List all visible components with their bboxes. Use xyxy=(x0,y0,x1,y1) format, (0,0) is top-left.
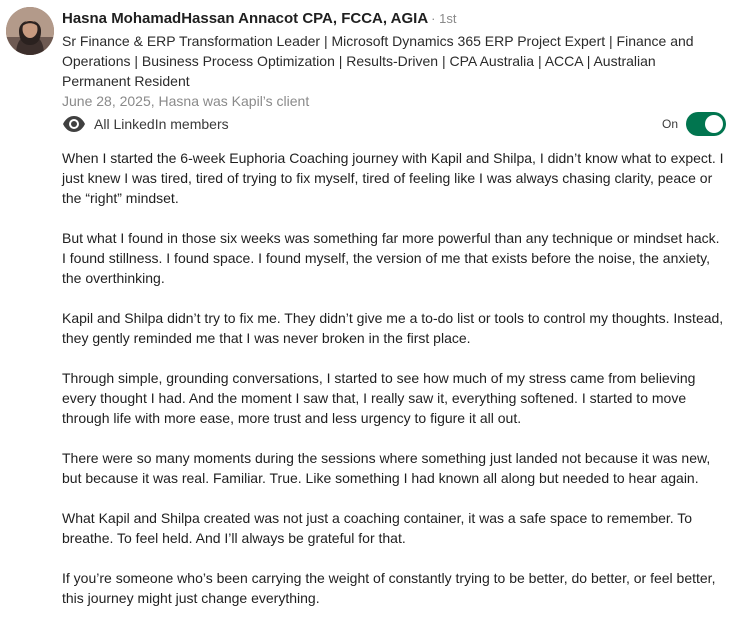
connection-degree: · 1st xyxy=(431,11,457,26)
avatar-image xyxy=(6,7,54,55)
author-name[interactable]: Hasna MohamadHassan Annacot CPA, FCCA, AGIA xyxy=(62,10,429,27)
visibility-row xyxy=(62,112,726,136)
recommendation-paragraph: What Kapil and Shilpa created was not just a coaching container, it was a safe space to remember. To breathe. To feel held. And I’ll always be grateful for that. xyxy=(62,510,693,546)
recommendation-paragraph: But what I found in those six weeks was something far more powerful than any technique or mindset hack. I found stillness. I found space. I found myself, the version of me that exists before the noise, the anxiety, the overthinking. xyxy=(62,230,720,286)
name-line xyxy=(62,9,726,29)
recommendation-paragraph: When I started the 6-week Euphoria Coaching journey with Kapil and Shilpa, I didn’t know what to expect. I just knew I was tired, tired of trying to fix myself, tired of feeling like I was always chasing clarity, peace or the “right” mindset. xyxy=(62,150,724,206)
recommendation-paragraph: There were so many moments during the sessions where something just landed not because it was new, but because it was real. Familiar. True. Like something I had known all along but needed to hear again. xyxy=(62,450,711,486)
toggle-state-label: On xyxy=(661,117,678,131)
visibility-label: All LinkedIn members xyxy=(94,116,229,132)
recommendation-text xyxy=(62,148,726,628)
recommendation-paragraph: Through simple, grounding conversations, I started to see how much of my stress came from believing every thought I had. And the moment I saw that, I really saw it, everything softened. I started to move through life with more ease, more trust and less urgency to figure it all out. xyxy=(62,370,696,426)
recommendation-paragraph: Kapil and Shilpa didn’t try to fix me. They didn’t give me a to-do list or tools to control my thoughts. Instead, they gently reminded me that I was never broken in the first place. xyxy=(62,310,724,346)
author-headline: Sr Finance & ERP Transformation Leader | Microsoft Dynamics 365 ERP Project Expert | Finance and Operations | Business Process Optimization | Results-Driven | CPA Australia | ACCA | Australian Permanent Resident xyxy=(62,33,694,89)
visibility-toggle[interactable] xyxy=(686,112,726,136)
toggle-knob xyxy=(705,115,723,133)
recommendation-paragraph: If you’re someone who’s been carrying the weight of constantly trying to be better, do better, or feel better, this journey might just change everything. xyxy=(62,570,716,606)
eye-icon xyxy=(62,114,86,134)
author-header xyxy=(62,9,726,111)
avatar[interactable] xyxy=(6,7,54,55)
recommendation-meta: June 28, 2025, Hasna was Kapil’s client xyxy=(62,93,310,109)
